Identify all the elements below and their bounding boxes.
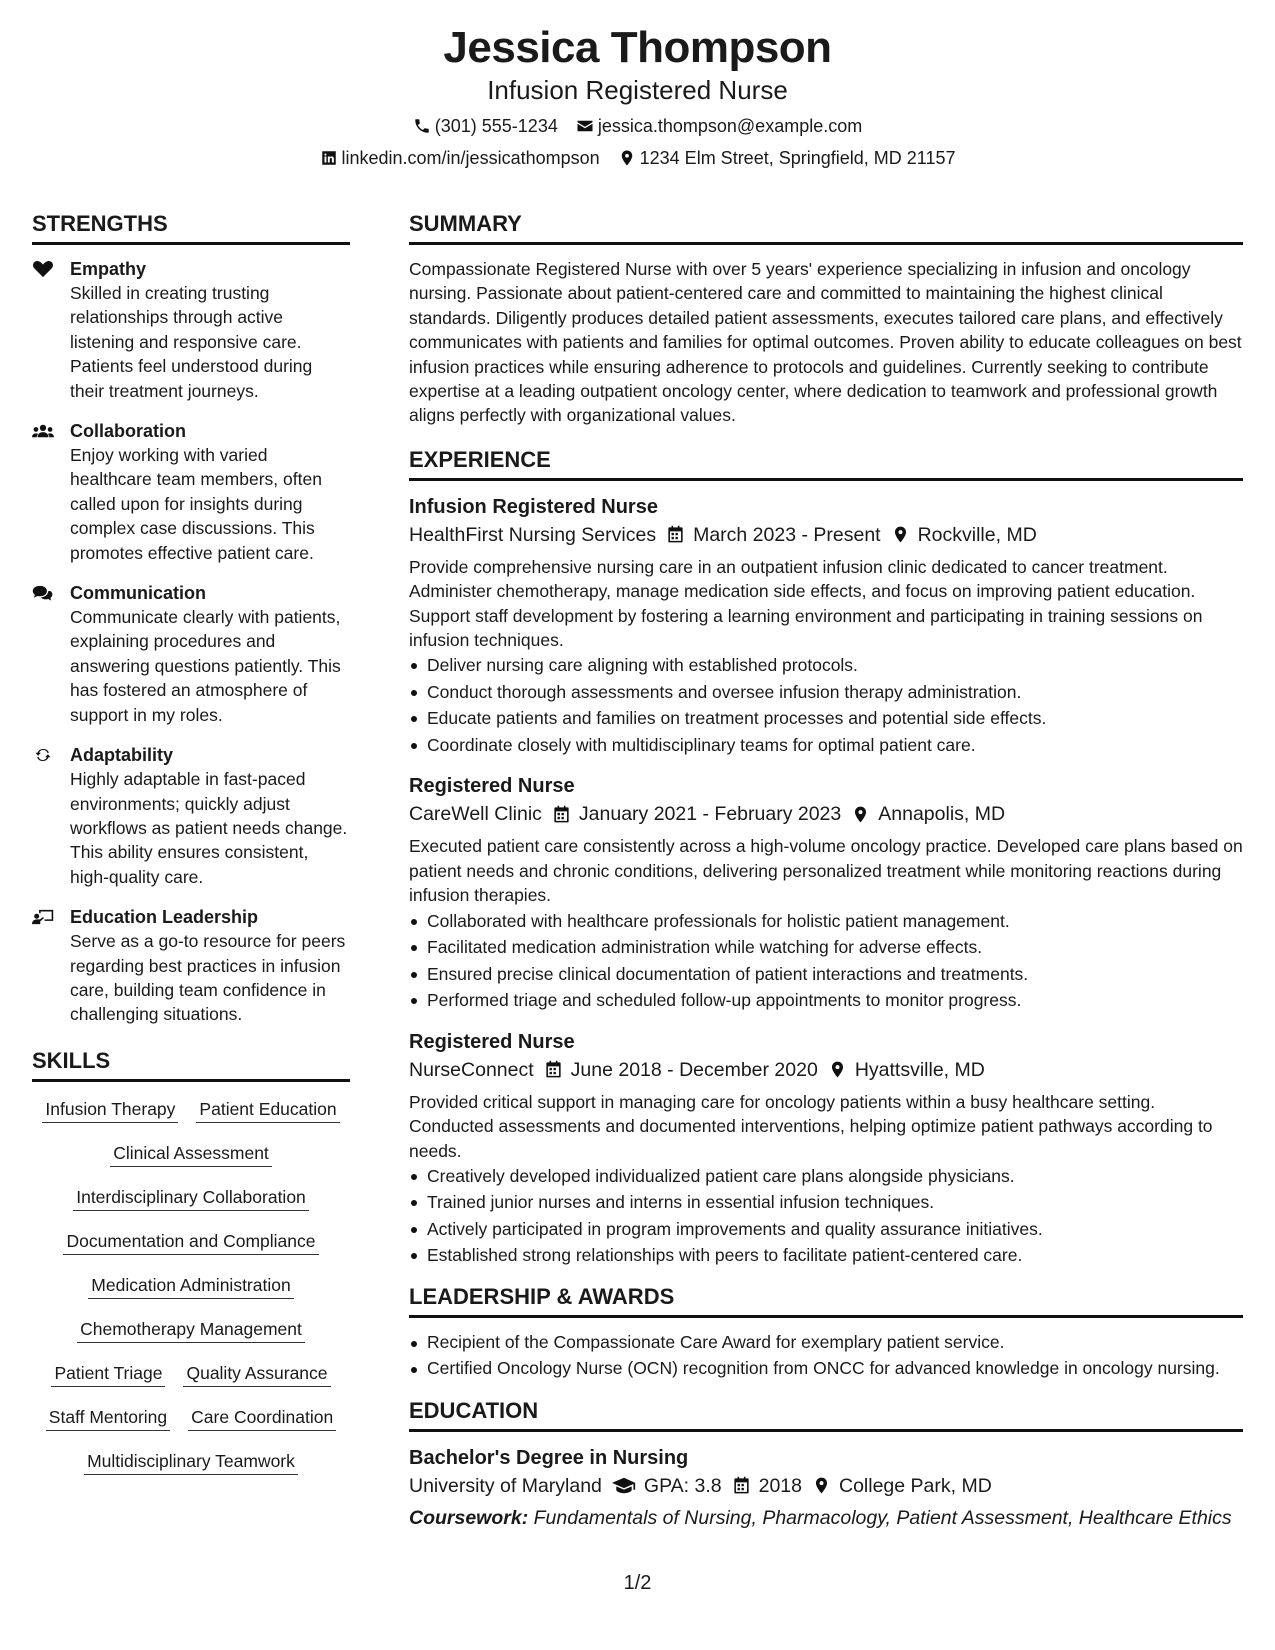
degree-title: Bachelor's Degree in Nursing bbox=[409, 1446, 689, 1469]
strength-item bbox=[32, 581, 350, 727]
strength-title: Empathy bbox=[70, 259, 147, 279]
map-marker-icon bbox=[891, 525, 910, 544]
contact-row-2 bbox=[0, 146, 1275, 170]
contact-email[interactable] bbox=[576, 114, 862, 138]
list-item: Educate patients and families on treatment processes and potential side effects. bbox=[409, 705, 1243, 732]
resume-header bbox=[0, 22, 1275, 170]
skill-tag: Staff Mentoring bbox=[46, 1406, 170, 1431]
linkedin-icon bbox=[320, 149, 338, 167]
school-name: University of Maryland bbox=[409, 1474, 602, 1497]
skill-tag: Quality Assurance bbox=[183, 1362, 330, 1387]
list-item: Facilitated medication administration while watching for adverse effects. bbox=[409, 934, 1243, 961]
strength-title: Education Leadership bbox=[70, 907, 259, 928]
candidate-name: Jessica Thompson bbox=[443, 23, 832, 72]
skill-tag: Interdisciplinary Collaboration bbox=[73, 1186, 309, 1211]
page-number: 1/2 bbox=[623, 1572, 652, 1594]
job-entry bbox=[409, 493, 1243, 759]
list-item: Ensured precise clinical documentation of patient interactions and treatments. bbox=[409, 961, 1243, 988]
left-column bbox=[32, 210, 350, 1475]
strength-desc: Serve as a go-to resource for peers regarding best practices in infusion care, building team confidence in challenging situations. bbox=[70, 931, 346, 1025]
strengths-heading: STRENGTHS bbox=[32, 210, 350, 245]
summary-text: Compassionate Registered Nurse with over 5 years' experience specializing in infusion and oncology nursing. Passionate about patient-centered care and committed to maintaining the highest clinical standards. Diligently produces detailed patient assessments, executes tailored care plans, and effectively communicates with patients and families for optimal outcomes. Proven ability to educate colleagues on best infusion practices while ensuring adherence to protocols and guidelines. Currently seeking to contribute expertise at a leading outpatient oncology center, where dedication to teamwork and professional growth aligns perfectly with organizational values. bbox=[409, 259, 1242, 426]
skill-tag: Documentation and Compliance bbox=[63, 1230, 318, 1255]
map-marker-icon bbox=[851, 805, 870, 824]
job-title: Registered Nurse bbox=[409, 1030, 575, 1053]
phone-text: (301) 555-1234 bbox=[434, 116, 558, 136]
coursework bbox=[409, 1506, 1243, 1531]
address-text: 1234 Elm Street, Springfield, MD 21157 bbox=[639, 148, 956, 168]
sync-icon bbox=[32, 746, 54, 764]
strength-title: Collaboration bbox=[70, 421, 186, 442]
strength-title: Adaptability bbox=[70, 745, 174, 766]
job-meta bbox=[409, 1056, 1243, 1084]
map-marker-icon bbox=[812, 1476, 831, 1495]
chalkboard-teacher-icon bbox=[32, 908, 54, 926]
strength-item bbox=[32, 419, 350, 565]
list-item: Certified Oncology Nurse (OCN) recognition from ONCC for advanced knowledge in oncology nursing. bbox=[409, 1356, 1243, 1380]
strength-desc: Communicate clearly with patients, explaining procedures and answering questions patiently. This has fostered an atmosphere of support in my roles. bbox=[70, 607, 341, 725]
skill-tag: Patient Triage bbox=[51, 1362, 165, 1387]
graduation-cap-icon bbox=[612, 1476, 636, 1495]
linkedin-text[interactable]: linkedin.com/in/jessicathompson bbox=[341, 148, 600, 168]
strength-desc: Highly adaptable in fast-paced environments; quickly adjust workflows as patient needs change. This ability ensures consistent, high-quality care. bbox=[70, 769, 348, 887]
job-location: Hyattsville, MD bbox=[828, 1056, 985, 1084]
job-description: Executed patient care consistently across a high-volume oncology practice. Developed care plans based on patient needs and chronic conditions, delivering personalized treatment while monitoring reactions during infusion therapies. bbox=[409, 836, 1243, 906]
heart-icon bbox=[32, 260, 54, 278]
calendar-icon bbox=[544, 1060, 563, 1079]
job-meta bbox=[409, 800, 1243, 828]
comments-icon bbox=[32, 584, 54, 602]
right-column bbox=[409, 210, 1243, 1531]
job-title: Registered Nurse bbox=[409, 775, 575, 798]
skill-tag: Chemotherapy Management bbox=[77, 1318, 305, 1343]
list-item: Established strong relationships with peers to facilitate patient-centered care. bbox=[409, 1242, 1243, 1269]
contact-row-1 bbox=[0, 114, 1275, 138]
strength-desc: Skilled in creating trusting relationships through active listening and responsive care. Patients feel understood during their treatment journeys. bbox=[70, 283, 313, 401]
envelope-icon bbox=[576, 117, 594, 135]
job-dates: January 2021 - February 2023 bbox=[552, 800, 841, 828]
calendar-icon bbox=[732, 1476, 751, 1495]
contact-linkedin[interactable] bbox=[320, 146, 600, 170]
strength-item bbox=[32, 905, 350, 1027]
job-dates: March 2023 - Present bbox=[666, 521, 881, 549]
awards-list bbox=[409, 1330, 1243, 1381]
email-text[interactable]: jessica.thompson@example.com bbox=[597, 116, 863, 136]
calendar-icon bbox=[666, 525, 685, 544]
phone-icon bbox=[413, 117, 431, 135]
strength-item bbox=[32, 743, 350, 889]
job-meta bbox=[409, 521, 1243, 549]
skills-heading: SKILLS bbox=[32, 1047, 350, 1082]
list-item: Actively participated in program improvements and quality assurance initiatives. bbox=[409, 1216, 1243, 1243]
candidate-role: Infusion Registered Nurse bbox=[487, 75, 788, 105]
skills-list bbox=[32, 1094, 350, 1475]
list-item: Collaborated with healthcare professionals for holistic patient management. bbox=[409, 908, 1243, 935]
job-location: Rockville, MD bbox=[891, 521, 1037, 549]
job-bullets bbox=[409, 908, 1243, 1014]
strength-desc: Enjoy working with varied healthcare team members, often called upon for insights during complex case discussions. This promotes effective patient care. bbox=[70, 445, 322, 563]
job-description: Provide comprehensive nursing care in an outpatient infusion clinic dedicated to cancer treatment. Administer chemotherapy, manage medication side effects, and focus on improving patient education. Support staff development by fostering a learning environment and participating in training sessions on infusion techniques. bbox=[409, 556, 1203, 651]
coursework-label: Coursework: bbox=[409, 1506, 529, 1529]
skill-tag: Patient Education bbox=[196, 1098, 339, 1123]
education-meta bbox=[409, 1472, 1243, 1500]
summary-heading: SUMMARY bbox=[409, 210, 1243, 245]
job-entry bbox=[409, 1028, 1243, 1269]
gpa: GPA: 3.8 bbox=[612, 1472, 722, 1500]
job-description: Provided critical support in managing care for oncology patients within a busy healthcare setting. Conducted assessments and documented interventions, helping optimize patient pathways according to needs. bbox=[409, 1091, 1213, 1161]
list-item: Trained junior nurses and interns in essential infusion techniques. bbox=[409, 1189, 1243, 1216]
job-company: NurseConnect bbox=[409, 1058, 534, 1081]
strength-item bbox=[32, 257, 350, 403]
experience-heading: EXPERIENCE bbox=[409, 446, 1243, 481]
education-heading: EDUCATION bbox=[409, 1397, 1243, 1432]
list-item: Conduct thorough assessments and oversee infusion therapy administration. bbox=[409, 679, 1243, 706]
map-marker-icon bbox=[828, 1060, 847, 1079]
skill-tag: Multidisciplinary Teamwork bbox=[84, 1450, 298, 1475]
list-item: Recipient of the Compassionate Care Award for exemplary patient service. bbox=[409, 1330, 1243, 1354]
skill-tag: Infusion Therapy bbox=[42, 1098, 178, 1123]
skill-tag: Clinical Assessment bbox=[110, 1142, 272, 1167]
contact-phone bbox=[413, 114, 558, 138]
school-location: College Park, MD bbox=[812, 1472, 992, 1500]
contact-address bbox=[618, 146, 956, 170]
graduation-year: 2018 bbox=[732, 1472, 802, 1500]
job-bullets bbox=[409, 652, 1243, 758]
map-marker-icon bbox=[618, 149, 636, 167]
skill-tag: Care Coordination bbox=[188, 1406, 336, 1431]
job-bullets bbox=[409, 1163, 1243, 1269]
strength-title: Communication bbox=[70, 583, 207, 604]
list-item: Deliver nursing care aligning with established protocols. bbox=[409, 652, 1243, 679]
list-item: Creatively developed individualized patient care plans alongside physicians. bbox=[409, 1163, 1243, 1190]
job-title: Infusion Registered Nurse bbox=[409, 495, 658, 518]
job-company: CareWell Clinic bbox=[409, 803, 542, 826]
users-icon bbox=[32, 422, 54, 440]
job-location: Annapolis, MD bbox=[851, 800, 1005, 828]
awards-heading: LEADERSHIP & AWARDS bbox=[409, 1283, 1243, 1318]
job-dates: June 2018 - December 2020 bbox=[544, 1056, 818, 1084]
list-item: Coordinate closely with multidisciplinary teams for optimal patient care. bbox=[409, 732, 1243, 759]
skill-tag: Medication Administration bbox=[88, 1274, 293, 1299]
calendar-icon bbox=[552, 805, 571, 824]
job-entry bbox=[409, 772, 1243, 1013]
coursework-text: Fundamentals of Nursing, Pharmacology, Patient Assessment, Healthcare Ethics bbox=[533, 1506, 1232, 1529]
job-company: HealthFirst Nursing Services bbox=[409, 523, 657, 546]
list-item: Performed triage and scheduled follow-up appointments to monitor progress. bbox=[409, 987, 1243, 1014]
